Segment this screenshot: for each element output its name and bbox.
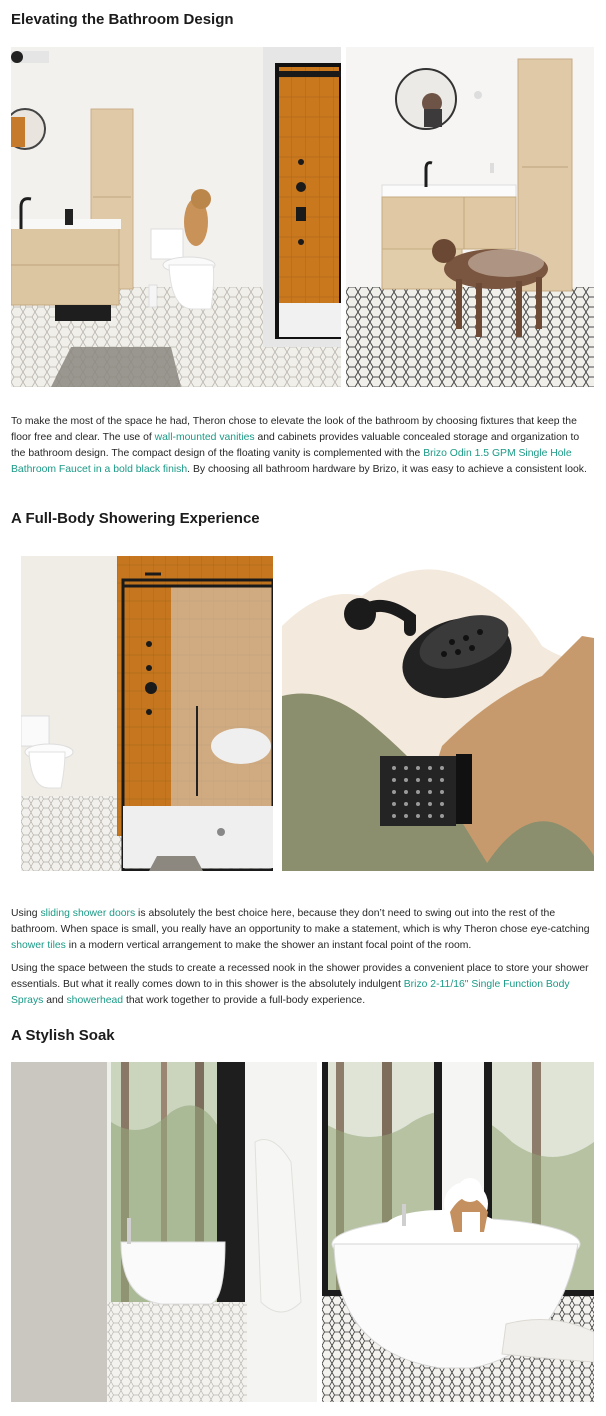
link-showerhead[interactable]: showerhead (66, 995, 124, 1006)
heading-stylish-soak: A Stylish Soak (11, 1027, 115, 1044)
link-wall-mounted-vanities[interactable]: wall-mounted vanities (154, 432, 255, 443)
showerhead-illustration (282, 556, 594, 871)
link-shower-tiles[interactable]: shower tiles (11, 940, 66, 951)
paragraph-elevating: To make the most of the space he had, Theron chose to elevate the look of the bathroom by choosing fixtures that keep the floor free and clear. The use of wall-mounted vanities and cabinets provides valuable concealed storage and organization to the bathroom design. The compact design of the floating vanity is complemented with the Brizo Odin 1.5 GPM Single Hole Bathroom Faucet in a bold black finish. By choosing all bathroom hardware by Brizo, it was easy to achieve a consistent look. (11, 416, 587, 475)
link-brizo-odin-faucet[interactable]: Brizo Odin 1.5 GPM Single Hole Bathroom Faucet in a bold black finish (11, 448, 572, 475)
link-sliding-shower-doors[interactable]: sliding shower doors (40, 908, 136, 919)
bathroom-vanity-photo (11, 47, 341, 387)
floating-vanity-photo (346, 47, 594, 387)
sliding-shower-door-photo (21, 556, 273, 871)
link-brizo-body-sprays[interactable]: Brizo 2-11/16" Single Function Body Sprays (11, 979, 570, 1006)
freestanding-tub-doorway-photo (11, 1062, 317, 1402)
heading-showering: A Full-Body Showering Experience (11, 510, 260, 527)
tub-with-dog-photo (322, 1062, 594, 1402)
paragraph-showering-1: Using sliding shower doors is absolutely the best choice here, because they don’t need to swing out into the rest of the bathroom. When space is small, you really have an opportunity to make a statement, which is why Theron chose eye-catching shower tiles in a modern vertical arrangement to make the shower an instant focal point of the room. (11, 908, 590, 951)
paragraph-showering-2: Using the space between the studs to create a recessed nook in the shower provides a convenient place to store your shower essentials. But what it really comes down to in this shower is the absolutely indulgent Brizo 2-11/16" Single Function Body Sprays and showerhead that work together to provide a full-body experience. (11, 963, 589, 1006)
heading-elevating: Elevating the Bathroom Design (11, 11, 234, 28)
